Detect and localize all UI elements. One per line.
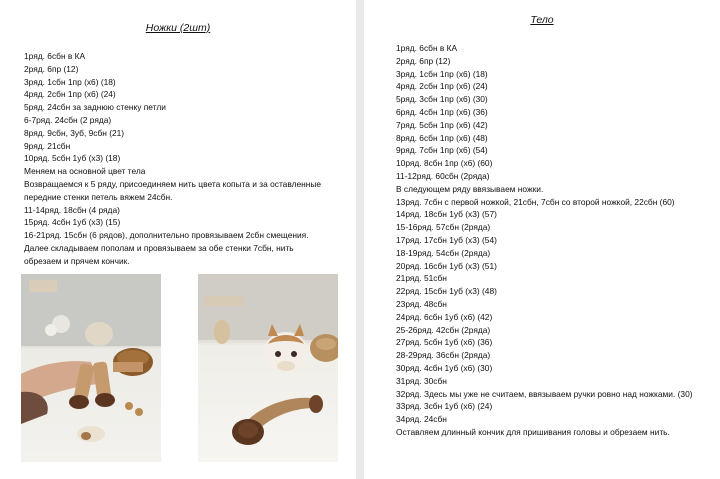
instruction-line: 33ряд. 3сбн 1уб (х6) (24) <box>396 401 493 412</box>
instruction-line: 8ряд. 6сбн 1пр (х6) (48) <box>396 132 488 143</box>
photo-legs-in-hand <box>21 274 161 462</box>
instruction-line: 27ряд. 5сбн 1уб (х6) (36) <box>396 337 493 348</box>
instruction-line: Меняем на основной цвет тела <box>24 166 146 177</box>
instruction-line: 15-16ряд. 57сбн (2ряда) <box>396 222 491 233</box>
instruction-line: 21ряд. 51сбн <box>396 273 447 284</box>
instruction-line: 24ряд. 6сбн 1уб (х6) (42) <box>396 311 493 322</box>
photo-leg-and-head <box>198 274 338 462</box>
instruction-line: 14ряд. 18сбн 1уб (х3) (57) <box>396 209 497 220</box>
instruction-line: 6ряд. 4сбн 1пр (х6) (36) <box>396 106 488 117</box>
body-section-title: Тело <box>530 14 554 26</box>
instruction-line: Возвращаемся к 5 ряду, присоединяем нить цвета копыта и за оставленные передние стенки петель вяжем 24сбн. <box>24 178 322 202</box>
instruction-line: 32ряд. Здесь мы уже не считаем, ввязываем ручки ровно над ножками. (30) <box>396 388 693 399</box>
instruction-line: 16-21ряд. 15сбн (6 рядов), дополнительно провязываем 2сбн смещения. Далее складываем пополам и провязываем за обе стенки 7сбн, нить обрезаем и прячем кончик. <box>24 230 309 266</box>
instruction-line: 1ряд. 6сбн в КА <box>396 43 458 53</box>
instruction-line: 3ряд. 1сбн 1пр (х6) (18) <box>396 68 488 79</box>
instruction-line: 15ряд. 4сбн 1уб (х3) (15) <box>24 217 121 228</box>
instruction-line: 6-7ряд. 24сбн (2 ряда) <box>24 114 112 125</box>
instruction-line: 5ряд. 3сбн 1пр (х6) (30) <box>396 94 488 105</box>
instruction-line: 2ряд. 6пр (12) <box>24 63 79 74</box>
legs-section-title: Ножки (2шт) <box>145 22 211 34</box>
instruction-line: 22ряд. 15сбн 1уб (х3) (48) <box>396 286 497 297</box>
instruction-line: 4ряд. 2сбн 1пр (х6) (24) <box>396 81 488 92</box>
instruction-line: 11-14ряд. 18сбн (4 ряда) <box>24 204 120 215</box>
instruction-line: 25-26ряд. 42сбн (2ряда) <box>396 324 491 335</box>
instruction-line: 31ряд. 30сбн <box>396 375 447 386</box>
instruction-line: 17ряд. 17сбн 1уб (х3) (54) <box>396 234 497 245</box>
instruction-line: 10ряд. 5сбн 1уб (х3) (18) <box>24 153 121 164</box>
instruction-line: 9ряд. 21сбн <box>24 140 71 151</box>
instruction-line: 9ряд. 7сбн 1пр (х6) (54) <box>396 145 488 156</box>
instruction-line: 10ряд. 8сбн 1пр (х6) (60) <box>396 158 493 169</box>
instruction-line: 13ряд. 7сбн с первой ножкой, 21сбн, 7сбн со второй ножкой, 22сбн (60) <box>396 196 675 207</box>
instruction-line: 2ряд. 6пр (12) <box>396 55 451 66</box>
instruction-line: 23ряд. 48сбн <box>396 298 447 309</box>
instruction-line: 7ряд. 5сбн 1пр (х6) (42) <box>396 119 488 130</box>
instruction-line: 34ряд. 24сбн <box>396 414 447 425</box>
instruction-line: 18-19ряд. 54сбн (2ряда) <box>396 247 491 258</box>
instruction-line: 4ряд. 2сбн 1пр (х6) (24) <box>24 89 116 100</box>
instruction-line: В следующем ряду ввязываем ножки. <box>396 183 544 194</box>
left-page <box>0 0 356 479</box>
instruction-line: 30ряд. 4сбн 1уб (х6) (30) <box>396 362 493 373</box>
instruction-line: 11-12ряд. 60сбн (2ряда) <box>396 170 490 181</box>
instruction-line: 20ряд. 16сбн 1уб (х3) (51) <box>396 260 497 271</box>
body-instructions <box>396 42 711 439</box>
instruction-line: 3ряд. 1сбн 1пр (х6) (18) <box>24 76 116 87</box>
instruction-line: 1ряд. 6сбн в КА <box>24 51 86 61</box>
instruction-line: 5ряд. 24сбн за заднюю стенку петли <box>24 102 166 113</box>
instruction-line: Оставляем длинный кончик для пришивания головы и обрезаем нить. <box>396 426 670 437</box>
legs-instructions <box>24 50 324 268</box>
instruction-line: 8ряд. 9сбн, 3уб, 9сбн (21) <box>24 127 125 138</box>
right-page <box>364 0 720 479</box>
instruction-line: 28-29ряд. 36сбн (2ряда) <box>396 350 491 361</box>
